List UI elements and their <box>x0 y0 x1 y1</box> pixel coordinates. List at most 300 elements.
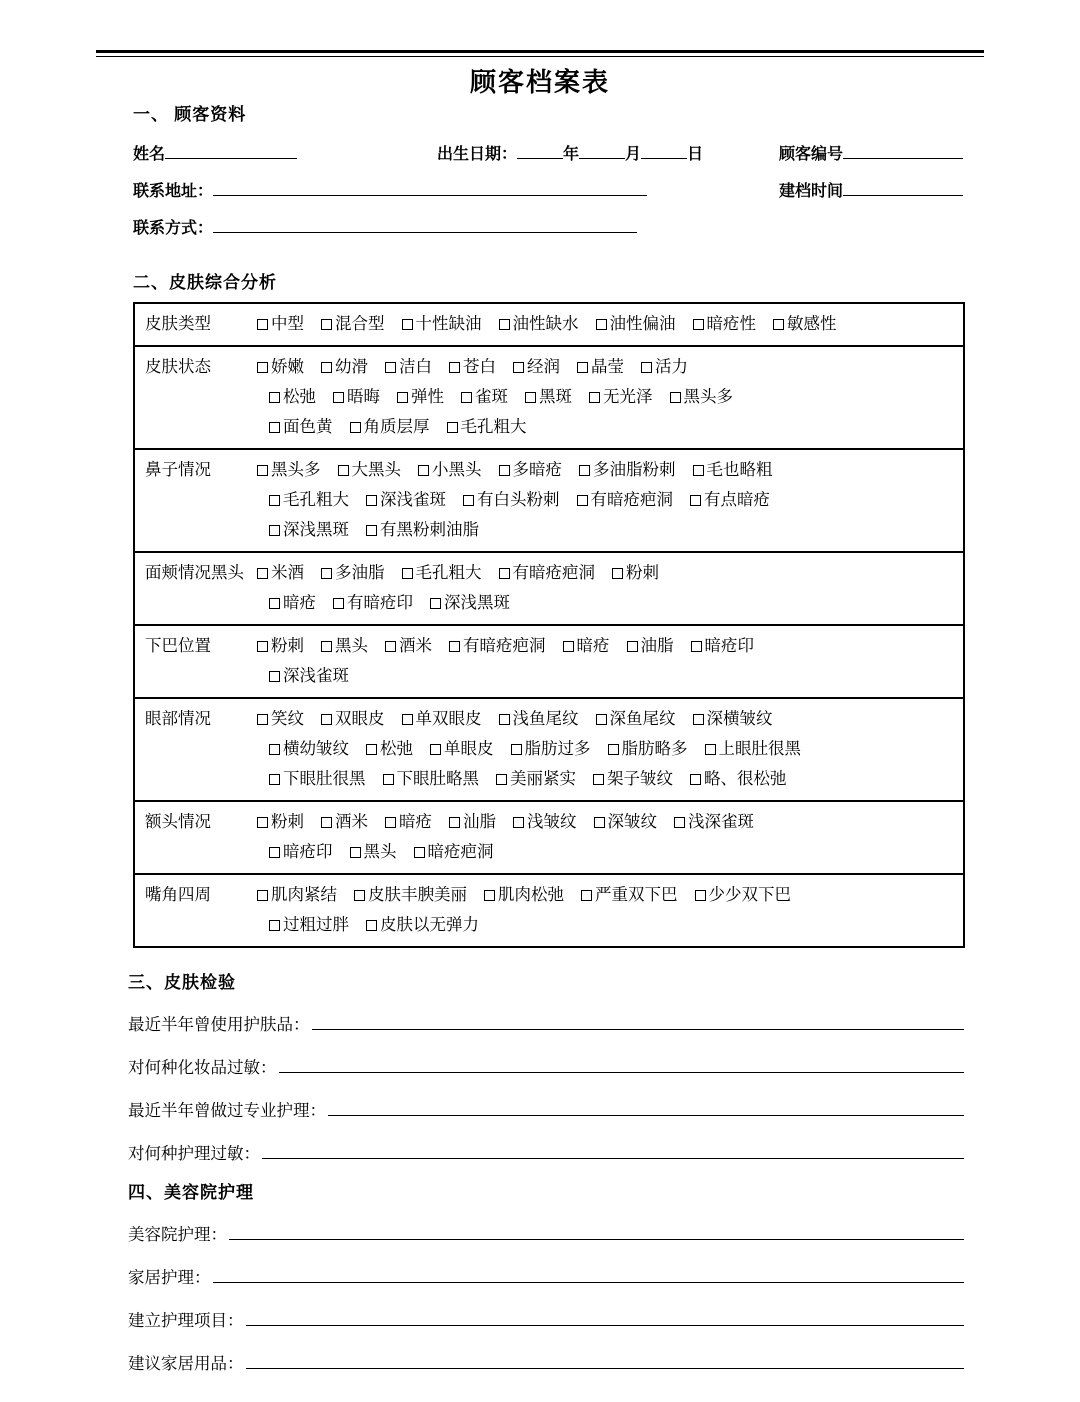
checkbox-icon[interactable] <box>402 319 413 330</box>
answer-blank[interactable] <box>213 1268 965 1283</box>
checkbox-icon[interactable] <box>366 525 377 536</box>
answer-blank[interactable] <box>328 1101 964 1116</box>
checkbox-icon[interactable] <box>447 422 458 433</box>
checkbox-icon[interactable] <box>499 714 510 725</box>
checkbox-option[interactable] <box>596 704 676 734</box>
checkbox-icon[interactable] <box>596 319 607 330</box>
checkbox-label: 面色黄 <box>283 417 333 436</box>
section3-heading: 三、皮肤检验 <box>128 973 236 992</box>
checkbox-label: 有白头粉刺 <box>477 490 560 509</box>
birth-month-unit: 月 <box>625 146 642 163</box>
birthdate-label: 出生日期： <box>437 146 518 163</box>
checkbox-option[interactable] <box>269 661 349 691</box>
section-skin-test <box>128 968 964 1183</box>
option-line <box>257 485 957 515</box>
table-row <box>134 449 964 552</box>
option-line <box>257 382 957 412</box>
checkbox-icon[interactable] <box>579 465 590 476</box>
checkbox-option[interactable] <box>484 880 564 910</box>
checkbox-icon[interactable] <box>269 598 280 609</box>
option-line <box>257 880 957 910</box>
question-row[interactable] <box>128 1307 964 1331</box>
file-time-label: 建档时间 <box>778 183 843 200</box>
checkbox-option[interactable] <box>499 558 596 588</box>
category-label: 皮肤状态 <box>145 357 211 376</box>
checkbox-option[interactable] <box>594 807 658 837</box>
answer-blank[interactable] <box>312 1015 965 1030</box>
checkbox-icon[interactable] <box>577 495 588 506</box>
checkbox-label: 大黑头 <box>351 460 401 479</box>
section2-heading: 二、皮肤综合分析 <box>133 273 277 292</box>
checkbox-icon[interactable] <box>430 744 441 755</box>
checkbox-label: 黑头 <box>335 636 368 655</box>
checkbox-label: 经润 <box>527 357 560 376</box>
checkbox-label: 笑纹 <box>271 709 304 728</box>
category-label: 下巴位置 <box>145 636 211 655</box>
name-field[interactable] <box>133 141 297 164</box>
checkbox-label: 深浅雀斑 <box>380 490 446 509</box>
checkbox-option[interactable] <box>430 588 510 618</box>
checkbox-icon[interactable] <box>257 319 268 330</box>
checkbox-option[interactable] <box>513 352 560 382</box>
checkbox-icon[interactable] <box>596 714 607 725</box>
checkbox-label: 十性缺油 <box>415 314 482 333</box>
checkbox-label: 有暗疮疤洞 <box>463 636 546 655</box>
checkbox-option[interactable] <box>385 631 432 661</box>
checkbox-option[interactable] <box>354 880 467 910</box>
checkbox-option[interactable] <box>499 309 579 339</box>
checkbox-label: 雀斑 <box>475 387 508 406</box>
checkbox-icon[interactable] <box>385 817 396 828</box>
checkbox-label: 油脂 <box>640 636 674 655</box>
checkbox-option[interactable] <box>695 880 792 910</box>
option-line <box>257 588 957 618</box>
checkbox-icon[interactable] <box>513 362 524 373</box>
checkbox-option[interactable] <box>257 558 304 588</box>
checkbox-icon[interactable] <box>511 744 522 755</box>
customer-no-field[interactable] <box>779 141 963 164</box>
info-row-2 <box>133 178 963 201</box>
checkbox-icon[interactable] <box>463 495 474 506</box>
checkbox-icon[interactable] <box>608 744 619 755</box>
checkbox-label: 暗疮 <box>576 636 610 655</box>
question-label: 建立护理项目： <box>128 1311 244 1330</box>
name-blank[interactable] <box>165 143 297 159</box>
checkbox-option[interactable] <box>674 807 754 837</box>
checkbox-option[interactable] <box>596 309 676 339</box>
category-label: 眼部情况 <box>145 709 211 728</box>
checkbox-option[interactable] <box>350 837 397 867</box>
checkbox-label: 中型 <box>271 314 304 333</box>
category-options <box>257 625 964 698</box>
checkbox-option[interactable] <box>269 734 349 764</box>
checkbox-option[interactable] <box>593 764 673 794</box>
option-line <box>257 412 957 442</box>
category-label: 嘴角四周 <box>145 885 211 904</box>
checkbox-option[interactable] <box>499 704 579 734</box>
option-line <box>257 661 957 691</box>
checkbox-icon[interactable] <box>269 847 280 858</box>
checkbox-icon[interactable] <box>269 774 280 785</box>
checkbox-option[interactable] <box>350 412 430 442</box>
checkbox-icon[interactable] <box>269 495 280 506</box>
option-line <box>257 455 957 485</box>
checkbox-icon[interactable] <box>321 362 332 373</box>
address-field[interactable] <box>133 178 647 201</box>
checkbox-label: 下眼肚略黑 <box>396 769 479 788</box>
checkbox-option[interactable] <box>257 309 304 339</box>
checkbox-icon[interactable] <box>269 422 280 433</box>
checkbox-label: 单双眼皮 <box>415 709 482 728</box>
checkbox-icon[interactable] <box>674 817 685 828</box>
checkbox-option[interactable] <box>269 588 316 618</box>
checkbox-icon[interactable] <box>418 465 429 476</box>
checkbox-icon[interactable] <box>449 817 460 828</box>
checkbox-option[interactable] <box>402 704 482 734</box>
checkbox-option[interactable] <box>525 382 572 412</box>
checkbox-label: 粉刺 <box>271 636 304 655</box>
checkbox-label: 混合型 <box>335 314 385 333</box>
question-row[interactable] <box>128 1221 964 1245</box>
checkbox-label: 米酒 <box>271 563 304 582</box>
checkbox-icon[interactable] <box>385 641 396 652</box>
checkbox-option[interactable] <box>690 764 787 794</box>
checkbox-option[interactable] <box>581 880 678 910</box>
checkbox-option[interactable] <box>641 352 688 382</box>
checkbox-option[interactable] <box>563 631 610 661</box>
checkbox-option[interactable] <box>670 382 734 412</box>
option-line <box>257 734 957 764</box>
birthdate-field[interactable] <box>437 141 703 164</box>
info-row-3 <box>133 215 963 238</box>
checkbox-icon[interactable] <box>383 774 394 785</box>
checkbox-icon[interactable] <box>693 714 704 725</box>
checkbox-option[interactable] <box>627 631 674 661</box>
checkbox-icon[interactable] <box>690 774 701 785</box>
checkbox-label: 弹性 <box>411 387 444 406</box>
checkbox-icon[interactable] <box>581 890 592 901</box>
checkbox-icon[interactable] <box>257 465 268 476</box>
answer-blank[interactable] <box>229 1225 964 1240</box>
checkbox-option[interactable] <box>257 704 304 734</box>
file-time-field[interactable] <box>779 178 963 201</box>
question-label: 最近半年曾做过专业护理： <box>128 1101 326 1120</box>
checkbox-option[interactable] <box>385 352 432 382</box>
checkbox-icon[interactable] <box>269 744 280 755</box>
checkbox-label: 过粗过胖 <box>283 915 349 934</box>
checkbox-option[interactable] <box>257 880 337 910</box>
checkbox-icon[interactable] <box>499 568 510 579</box>
checkbox-option[interactable] <box>496 764 576 794</box>
category-options <box>257 346 964 449</box>
checkbox-label: 有暗疮疤洞 <box>590 490 673 509</box>
checkbox-option[interactable] <box>693 455 773 485</box>
question-label: 最近半年曾使用护肤品： <box>128 1015 310 1034</box>
checkbox-option[interactable] <box>447 412 527 442</box>
option-line <box>257 515 957 545</box>
checkbox-option[interactable] <box>269 910 349 940</box>
checkbox-option[interactable] <box>589 382 653 412</box>
checkbox-option[interactable] <box>385 807 432 837</box>
address-blank[interactable] <box>213 180 647 196</box>
checkbox-option[interactable] <box>449 352 496 382</box>
checkbox-icon[interactable] <box>461 392 472 403</box>
checkbox-icon[interactable] <box>563 641 574 652</box>
checkbox-label: 苍白 <box>463 357 496 376</box>
checkbox-icon[interactable] <box>402 568 413 579</box>
checkbox-label: 敏感性 <box>787 314 837 333</box>
category-label: 面颊情况黑头 <box>145 563 244 582</box>
checkbox-option[interactable] <box>511 734 591 764</box>
skin-analysis-table <box>133 302 965 948</box>
checkbox-icon[interactable] <box>321 319 332 330</box>
checkbox-option[interactable] <box>513 807 577 837</box>
checkbox-icon[interactable] <box>402 714 413 725</box>
checkbox-icon[interactable] <box>513 817 524 828</box>
checkbox-icon[interactable] <box>269 392 280 403</box>
section1-heading: 一、 顾客资料 <box>133 105 247 124</box>
checkbox-icon[interactable] <box>695 890 706 901</box>
checkbox-icon[interactable] <box>333 598 344 609</box>
question-label: 建议家居用品： <box>128 1354 244 1373</box>
checkbox-option[interactable] <box>321 807 368 837</box>
checkbox-label: 暗疮疤洞 <box>427 842 494 861</box>
checkbox-option[interactable] <box>612 558 659 588</box>
checkbox-label: 下眼肚很黑 <box>283 769 366 788</box>
checkbox-option[interactable] <box>449 631 546 661</box>
checkbox-icon[interactable] <box>321 641 332 652</box>
checkbox-label: 幼滑 <box>335 357 368 376</box>
checkbox-icon[interactable] <box>257 890 268 901</box>
question-row[interactable] <box>128 1054 964 1078</box>
checkbox-label: 浅深雀斑 <box>688 812 754 831</box>
checkbox-option[interactable] <box>608 734 688 764</box>
question-row[interactable] <box>128 1350 964 1374</box>
checkbox-icon[interactable] <box>430 598 441 609</box>
checkbox-icon[interactable] <box>257 641 268 652</box>
checkbox-icon[interactable] <box>525 392 536 403</box>
checkbox-option[interactable] <box>402 558 482 588</box>
checkbox-option[interactable] <box>705 734 802 764</box>
checkbox-option[interactable] <box>269 412 333 442</box>
checkbox-label: 暗疮性 <box>706 314 756 333</box>
checkbox-icon[interactable] <box>350 422 361 433</box>
checkbox-icon[interactable] <box>484 890 495 901</box>
checkbox-icon[interactable] <box>321 568 332 579</box>
checkbox-icon[interactable] <box>691 641 702 652</box>
checkbox-option[interactable] <box>773 309 837 339</box>
question-row[interactable] <box>128 1264 964 1288</box>
checkbox-option[interactable] <box>577 485 674 515</box>
checkbox-icon[interactable] <box>627 641 638 652</box>
checkbox-option[interactable] <box>690 485 770 515</box>
checkbox-option[interactable] <box>461 382 508 412</box>
option-line <box>257 352 957 382</box>
checkbox-icon[interactable] <box>350 847 361 858</box>
checkbox-icon[interactable] <box>499 465 510 476</box>
checkbox-label: 肌肉紧结 <box>271 885 337 904</box>
checkbox-icon[interactable] <box>366 744 377 755</box>
checkbox-option[interactable] <box>366 485 446 515</box>
checkbox-label: 黑头 <box>363 842 397 861</box>
table-row <box>134 552 964 625</box>
checkbox-icon[interactable] <box>641 362 652 373</box>
checkbox-option[interactable] <box>269 764 366 794</box>
name-label: 姓名 <box>133 146 166 163</box>
checkbox-label: 肌肉松弛 <box>498 885 564 904</box>
checkbox-icon[interactable] <box>414 847 425 858</box>
checkbox-icon[interactable] <box>449 362 460 373</box>
checkbox-icon[interactable] <box>693 465 704 476</box>
checkbox-option[interactable] <box>366 910 479 940</box>
checkbox-icon[interactable] <box>612 568 623 579</box>
checkbox-icon[interactable] <box>321 714 332 725</box>
checkbox-option[interactable] <box>269 837 333 867</box>
checkbox-icon[interactable] <box>577 362 588 373</box>
birth-year-unit: 年 <box>563 146 580 163</box>
checkbox-option[interactable] <box>402 309 482 339</box>
checkbox-icon[interactable] <box>333 392 344 403</box>
checkbox-label: 小黑头 <box>432 460 482 479</box>
checkbox-option[interactable] <box>577 352 624 382</box>
checkbox-option[interactable] <box>257 352 304 382</box>
checkbox-icon[interactable] <box>670 392 681 403</box>
section-salon-care <box>128 1178 964 1393</box>
checkbox-icon[interactable] <box>593 774 604 785</box>
checkbox-option[interactable] <box>321 558 385 588</box>
checkbox-option[interactable] <box>321 309 385 339</box>
checkbox-option[interactable] <box>414 837 494 867</box>
checkbox-label: 架子皱纹 <box>607 769 673 788</box>
section4-heading: 四、美容院护理 <box>128 1183 254 1202</box>
checkbox-option[interactable] <box>257 455 321 485</box>
checkbox-icon[interactable] <box>589 392 600 403</box>
answer-blank[interactable] <box>279 1058 965 1073</box>
checkbox-option[interactable] <box>691 631 755 661</box>
checkbox-option[interactable] <box>333 382 380 412</box>
checkbox-option[interactable] <box>693 704 773 734</box>
answer-blank[interactable] <box>246 1354 965 1369</box>
checkbox-icon[interactable] <box>321 817 332 828</box>
checkbox-option[interactable] <box>333 588 413 618</box>
answer-blank[interactable] <box>246 1311 965 1326</box>
customer-no-blank[interactable] <box>843 143 963 159</box>
checkbox-option[interactable] <box>383 764 480 794</box>
question-row[interactable] <box>128 1011 964 1035</box>
checkbox-option[interactable] <box>269 382 316 412</box>
checkbox-icon[interactable] <box>773 319 784 330</box>
checkbox-option[interactable] <box>321 352 368 382</box>
checkbox-label: 美丽紧实 <box>510 769 576 788</box>
birth-year-blank[interactable] <box>517 143 563 159</box>
contact-blank[interactable] <box>213 217 637 233</box>
checkbox-icon[interactable] <box>397 392 408 403</box>
answer-blank[interactable] <box>262 1144 964 1159</box>
checkbox-icon[interactable] <box>354 890 365 901</box>
question-row[interactable] <box>128 1140 964 1164</box>
checkbox-icon[interactable] <box>269 920 280 931</box>
checkbox-label: 深浅黑斑 <box>283 520 349 539</box>
checkbox-label: 油性偏油 <box>609 314 676 333</box>
checkbox-label: 深鱼尾纹 <box>609 709 676 728</box>
checkbox-label: 毛孔粗大 <box>460 417 527 436</box>
checkbox-option[interactable] <box>338 455 402 485</box>
checkbox-icon[interactable] <box>385 362 396 373</box>
checkbox-option[interactable] <box>257 631 304 661</box>
checkbox-option[interactable] <box>366 734 413 764</box>
checkbox-label: 活力 <box>655 357 688 376</box>
checkbox-icon[interactable] <box>269 671 280 682</box>
checkbox-icon[interactable] <box>338 465 349 476</box>
checkbox-icon[interactable] <box>257 362 268 373</box>
question-label: 美容院护理： <box>128 1225 227 1244</box>
checkbox-option[interactable] <box>430 734 494 764</box>
birth-day-blank[interactable] <box>641 143 687 159</box>
file-time-blank[interactable] <box>843 180 963 196</box>
checkbox-icon[interactable] <box>693 319 704 330</box>
contact-field[interactable] <box>133 215 637 238</box>
checkbox-option[interactable] <box>499 455 563 485</box>
checkbox-label: 略、很松弛 <box>704 769 787 788</box>
checkbox-label: 毛孔粗大 <box>415 563 482 582</box>
checkbox-option[interactable] <box>366 515 479 545</box>
title-rule <box>96 50 984 57</box>
checkbox-icon[interactable] <box>257 568 268 579</box>
section4-questions <box>128 1221 964 1374</box>
checkbox-option[interactable] <box>397 382 444 412</box>
checkbox-label: 多油脂 <box>335 563 385 582</box>
category-options <box>257 303 964 346</box>
checkbox-option[interactable] <box>418 455 482 485</box>
checkbox-option[interactable] <box>579 455 676 485</box>
checkbox-icon[interactable] <box>496 774 507 785</box>
checkbox-option[interactable] <box>693 309 757 339</box>
checkbox-option[interactable] <box>321 704 385 734</box>
checkbox-option[interactable] <box>269 515 349 545</box>
checkbox-option[interactable] <box>257 807 304 837</box>
checkbox-label: 黑斑 <box>539 387 572 406</box>
question-row[interactable] <box>128 1097 964 1121</box>
checkbox-option[interactable] <box>449 807 496 837</box>
checkbox-icon[interactable] <box>499 319 510 330</box>
checkbox-icon[interactable] <box>705 744 716 755</box>
checkbox-icon[interactable] <box>449 641 460 652</box>
info-row-1 <box>133 141 963 164</box>
checkbox-icon[interactable] <box>366 495 377 506</box>
category-options <box>257 874 964 947</box>
checkbox-label: 横幼皱纹 <box>283 739 349 758</box>
checkbox-icon[interactable] <box>594 817 605 828</box>
option-line <box>257 704 957 734</box>
checkbox-icon[interactable] <box>257 714 268 725</box>
checkbox-option[interactable] <box>269 485 349 515</box>
checkbox-icon[interactable] <box>269 525 280 536</box>
checkbox-icon[interactable] <box>690 495 701 506</box>
checkbox-option[interactable] <box>463 485 560 515</box>
checkbox-option[interactable] <box>321 631 368 661</box>
checkbox-icon[interactable] <box>257 817 268 828</box>
birth-month-blank[interactable] <box>579 143 625 159</box>
option-line <box>257 910 957 940</box>
checkbox-icon[interactable] <box>366 920 377 931</box>
table-row <box>134 346 964 449</box>
checkbox-label: 毛孔粗大 <box>283 490 349 509</box>
checkbox-label: 娇嫩 <box>271 357 304 376</box>
checkbox-label: 有黑粉刺油脂 <box>380 520 479 539</box>
question-label: 对何种护理过敏： <box>128 1144 260 1163</box>
checkbox-label: 深浅黑斑 <box>444 593 510 612</box>
table-row <box>134 303 964 346</box>
